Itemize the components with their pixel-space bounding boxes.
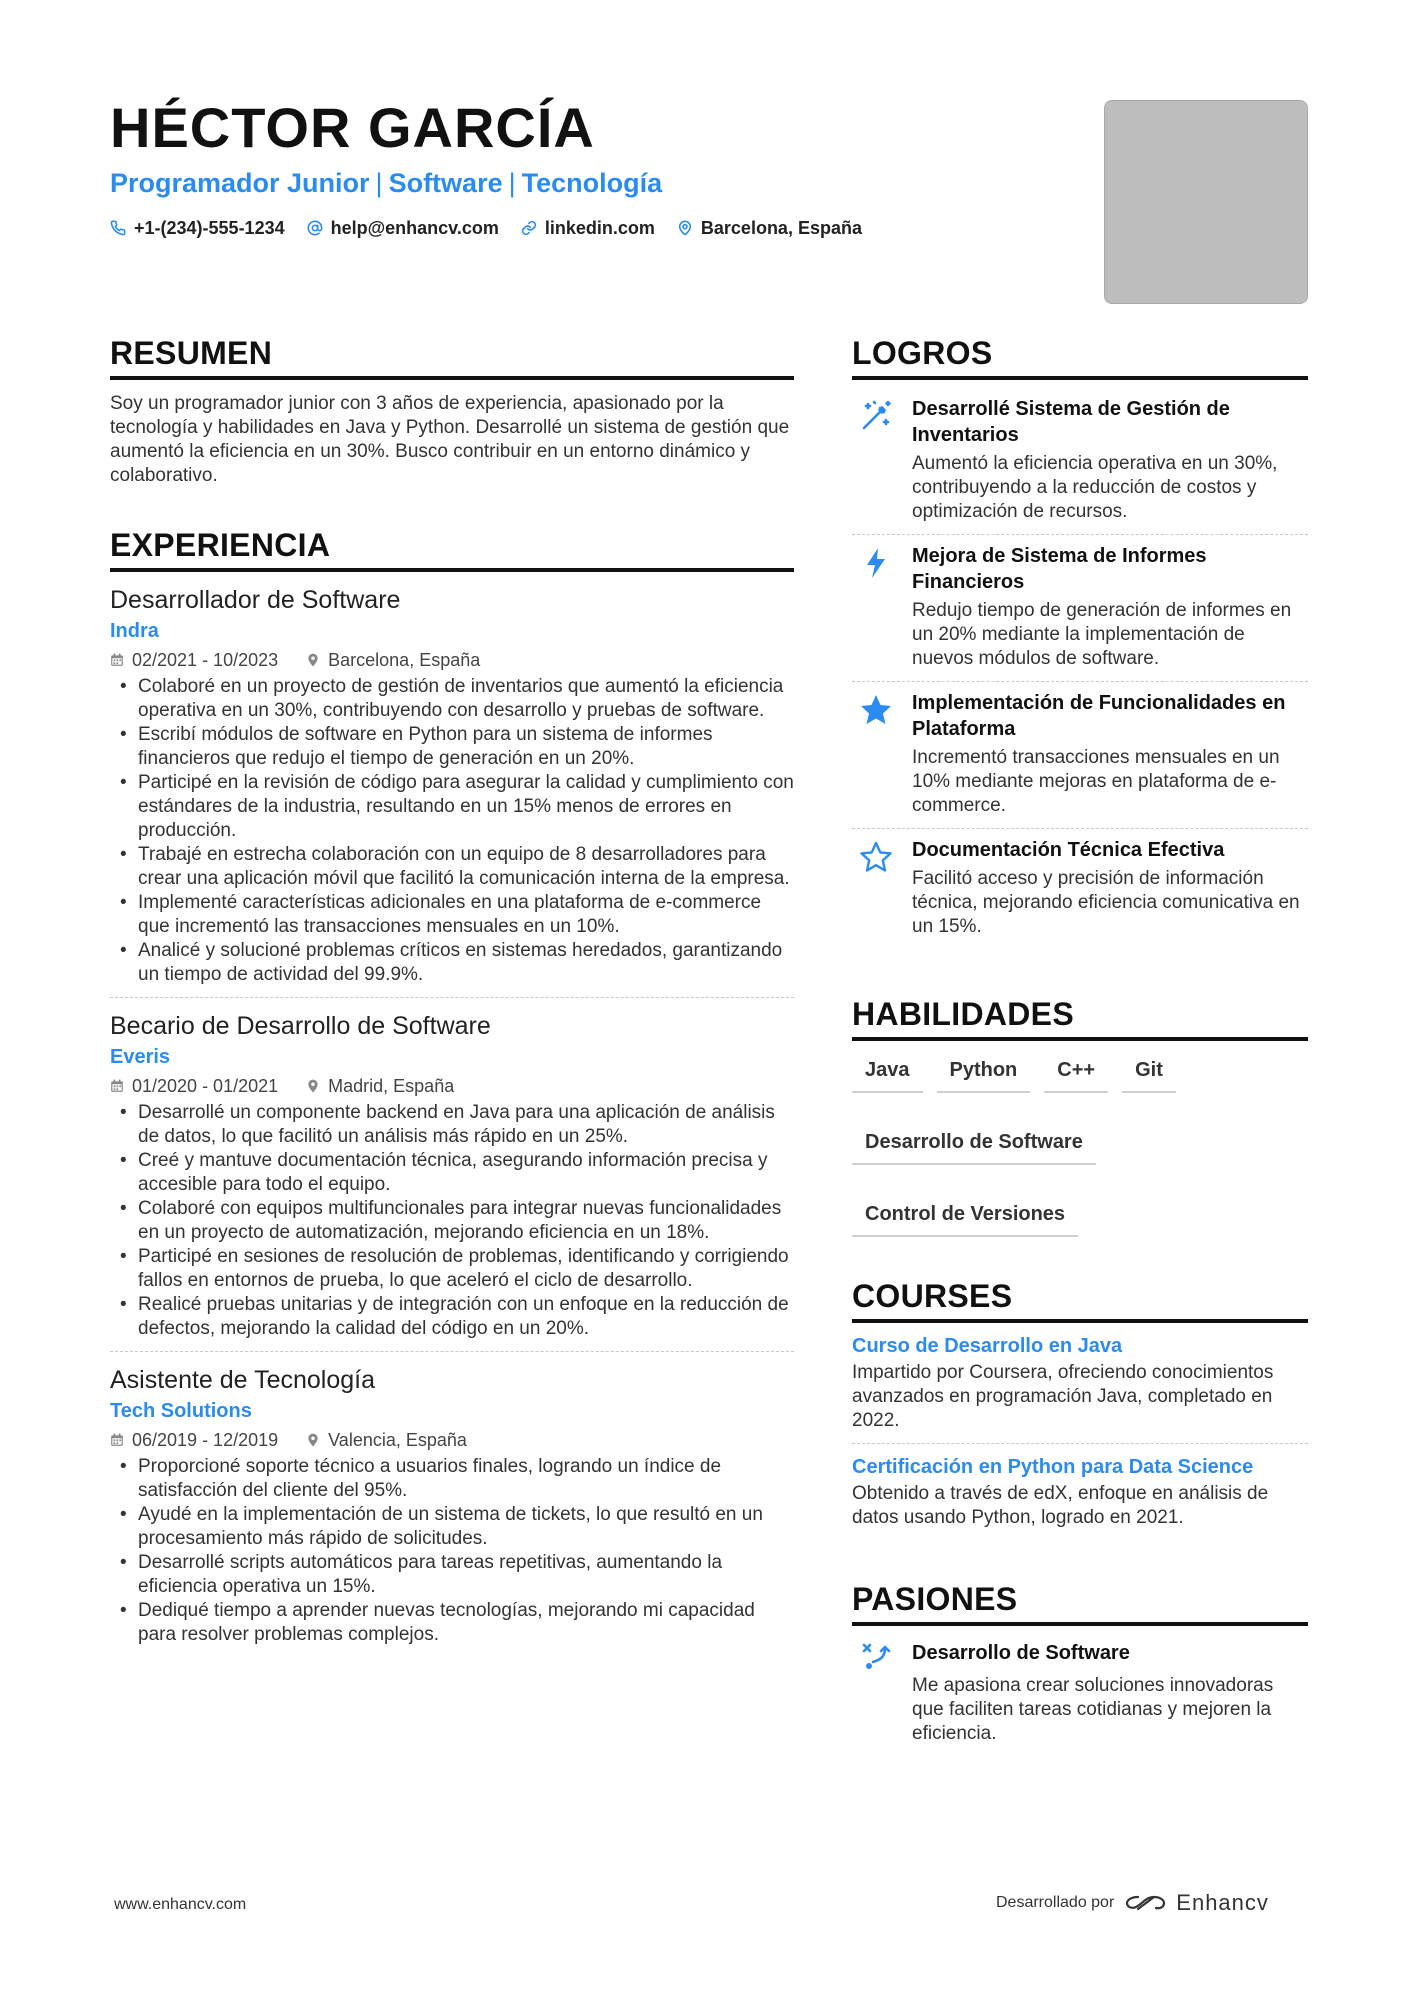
job-location-text: Barcelona, España	[328, 650, 481, 670]
experience-section	[110, 526, 794, 1657]
location-pin-icon	[306, 1433, 320, 1447]
footer-branding[interactable]	[996, 1890, 1269, 1916]
courses-section	[852, 1277, 1308, 1540]
lightning-bolt-icon	[852, 543, 900, 671]
job-bullet: • Proporcioné soporte técnico a usuarios finales, logrando un índice de satisfacción del cliente del 95%.	[110, 1455, 794, 1503]
achievement-title: Desarrollé Sistema de Gestión de Inventarios	[912, 398, 1230, 446]
left-column	[110, 334, 794, 1657]
job-dates-text: 01/2020 - 01/2021	[132, 1076, 279, 1096]
job-bullet: • Analicé y solucioné problemas críticos en sistemas heredados, garantizando un tiempo de actividad del 99.9%.	[110, 939, 794, 987]
job-location	[306, 1074, 454, 1098]
passions-section	[852, 1580, 1308, 1746]
right-column	[852, 334, 1308, 1746]
course-title: Curso de Desarrollo en Java	[852, 1335, 1123, 1357]
calendar-icon	[110, 1079, 124, 1093]
achievement-title: Mejora de Sistema de Informes Financieros	[912, 545, 1207, 593]
passions-heading: PASIONES	[852, 1580, 1308, 1626]
courses-heading: COURSES	[852, 1277, 1308, 1323]
job-company: Indra	[110, 620, 159, 642]
location-pin-icon	[306, 653, 320, 667]
job-entry	[110, 998, 794, 1352]
job-company: Tech Solutions	[110, 1400, 252, 1422]
passion-desc: Me apasiona crear soluciones innovadoras que faciliten tareas cotidianas y mejoren la eficiencia.	[912, 1675, 1274, 1744]
star-outline-icon	[852, 837, 900, 939]
powered-by-label: Desarrollado por	[996, 1894, 1115, 1911]
skills-section	[852, 995, 1308, 1237]
footer-website[interactable]: www.enhancv.com	[114, 1896, 247, 1913]
achievement-title: Implementación de Funcionalidades en Plataforma	[912, 692, 1286, 740]
calendar-icon	[110, 1433, 124, 1447]
passion-title: Desarrollo de Software	[912, 1642, 1130, 1664]
job-title: Asistente de Tecnología	[110, 1366, 376, 1394]
job-bullet: • Escribí módulos de software en Python para un sistema de informes financieros que redujo el tiempo de generación en un 20%.	[110, 723, 794, 771]
job-bullet: • Desarrollé scripts automáticos para tareas repetitivas, aumentando la eficiencia operativa un 15%.	[110, 1551, 794, 1599]
achievements-section	[852, 334, 1308, 949]
job-title: Desarrollador de Software	[110, 586, 401, 614]
enhancv-logo-icon	[1124, 1891, 1168, 1915]
job-meta	[110, 1074, 794, 1098]
achievement-item	[852, 388, 1308, 535]
job-dates	[110, 1428, 278, 1452]
job-bullet: • Desarrollé un componente backend en Java para una aplicación de análisis de datos, lo que facilitó un análisis más rápido en un 25%.	[110, 1101, 794, 1149]
course-desc: Impartido por Coursera, ofreciendo conocimientos avanzados en programación Java, completado en 2022.	[852, 1362, 1274, 1431]
contact-email-text: help@enhancv.com	[330, 218, 499, 238]
contact-phone[interactable]	[110, 216, 285, 240]
experience-heading: EXPERIENCIA	[110, 526, 794, 572]
profile-photo	[1104, 100, 1308, 304]
job-bullet: • Participé en la revisión de código para asegurar la calidad y cumplimiento con estándares de la industria, resultando en un 15% menos de errores en producción.	[110, 771, 794, 843]
strategy-icon	[852, 1640, 900, 1746]
star-filled-icon	[852, 690, 900, 818]
job-bullets	[110, 1101, 794, 1341]
achievement-item	[852, 829, 1308, 949]
skills-list	[852, 1057, 1308, 1237]
headline-field: Tecnología	[521, 168, 663, 198]
location-pin-icon	[306, 1079, 320, 1093]
job-bullet: • Dediqué tiempo a aprender nuevas tecnologías, mejorando mi capacidad para resolver problemas complejos.	[110, 1599, 794, 1647]
job-meta	[110, 1428, 794, 1452]
passion-body	[912, 1640, 1308, 1746]
contact-phone-text: +1-(234)-555-1234	[134, 218, 285, 238]
skills-heading: HABILIDADES	[852, 995, 1308, 1041]
job-entry	[110, 1352, 794, 1657]
achievement-desc: Redujo tiempo de generación de informes en un 20% mediante la implementación de nuevos módulos de software.	[912, 600, 1292, 669]
achievement-title: Documentación Técnica Efectiva	[912, 839, 1225, 861]
job-dates-text: 06/2019 - 12/2019	[132, 1430, 279, 1450]
skill-tag: Git	[1122, 1057, 1176, 1093]
job-bullet: • Creé y mantuve documentación técnica, asegurando información precisa y accesible para todo el equipo.	[110, 1149, 794, 1197]
magic-wand-icon	[852, 396, 900, 524]
job-bullet: • Trabajé en estrecha colaboración con un equipo de 8 desarrolladores para crear una aplicación móvil que facilitó la comunicación interna de la empresa.	[110, 843, 794, 891]
skill-tag: C++	[1044, 1057, 1108, 1093]
job-location-text: Madrid, España	[328, 1076, 455, 1096]
link-icon	[521, 220, 537, 236]
job-bullets	[110, 675, 794, 987]
headline	[110, 166, 1070, 200]
brand-logo	[1124, 1890, 1269, 1916]
headline-area: Software	[388, 168, 503, 198]
contact-linkedin[interactable]	[521, 216, 655, 240]
achievement-item	[852, 682, 1308, 829]
candidate-name: HÉCTOR GARCÍA	[110, 96, 595, 159]
achievement-body	[912, 690, 1308, 818]
job-location	[306, 648, 480, 672]
contact-location	[677, 216, 862, 240]
job-dates	[110, 648, 278, 672]
job-bullet: • Colaboré en un proyecto de gestión de inventarios que aumentó la eficiencia operativa en un 30%, contribuyendo con desarrollo y pruebas de software.	[110, 675, 794, 723]
at-icon	[307, 220, 323, 236]
contact-linkedin-text: linkedin.com	[544, 218, 655, 238]
skill-tag: Desarrollo de Software	[852, 1129, 1096, 1165]
course-title: Certificación en Python para Data Science	[852, 1456, 1254, 1478]
summary-section	[110, 334, 794, 488]
achievement-desc: Aumentó la eficiencia operativa en un 30%, contribuyendo a la reducción de costos y optimización de recursos.	[912, 453, 1278, 522]
course-item	[852, 1444, 1308, 1540]
achievement-desc: Facilitó acceso y precisión de información técnica, mejorando eficiencia comunicativa en un 15%.	[912, 868, 1300, 937]
achievement-item	[852, 535, 1308, 682]
job-dates-text: 02/2021 - 10/2023	[132, 650, 279, 670]
headline-role: Programador Junior	[110, 168, 370, 198]
headline-separator: |	[508, 168, 516, 198]
job-entry	[110, 572, 794, 998]
achievement-desc: Incrementó transacciones mensuales en un 10% mediante mejoras en plataforma de e-commerce.	[912, 747, 1280, 816]
achievement-body	[912, 837, 1308, 939]
course-desc: Obtenido a través de edX, enfoque en análisis de datos usando Python, logrado en 2021.	[852, 1483, 1269, 1528]
contact-location-text: Barcelona, España	[700, 218, 862, 238]
job-bullet: • Colaboré con equipos multifuncionales para integrar nuevas funcionalidades en un proyecto de automatización, mejorando eficiencia en un 18%.	[110, 1197, 794, 1245]
job-bullets	[110, 1455, 794, 1647]
summary-text: Soy un programador junior con 3 años de experiencia, apasionado por la tecnología y habilidades en Java y Python. Desarrollé un sistema de gestión que aumentó la eficiencia en un 30%. Busco contribuir en un entorno dinámico y colaborativo.	[110, 393, 790, 486]
resume-header	[110, 96, 1070, 240]
phone-icon	[110, 220, 126, 236]
job-bullet: • Realicé pruebas unitarias y de integración con un enfoque en la reducción de defectos, mejorando la calidad del código en un 20%.	[110, 1293, 794, 1341]
job-location	[306, 1428, 467, 1452]
achievements-heading: LOGROS	[852, 334, 1308, 380]
passion-item	[852, 1626, 1308, 1746]
skill-tag: Python	[937, 1057, 1031, 1093]
job-meta	[110, 648, 794, 672]
job-location-text: Valencia, España	[328, 1430, 467, 1450]
course-item	[852, 1323, 1308, 1444]
job-bullet: • Implementé características adicionales en una plataforma de e-commerce que incrementó las transacciones mensuales en un 10%.	[110, 891, 794, 939]
headline-separator: |	[375, 168, 383, 198]
job-dates	[110, 1074, 278, 1098]
contact-email[interactable]	[307, 216, 499, 240]
brand-name: Enhancv	[1176, 1890, 1269, 1915]
achievements-list	[852, 388, 1308, 949]
contact-bar	[110, 216, 1070, 240]
location-pin-icon	[677, 220, 693, 236]
job-bullet: • Participé en sesiones de resolución de problemas, identificando y corrigiendo fallos en entornos de prueba, lo que aceleró el ciclo de desarrollo.	[110, 1245, 794, 1293]
job-title: Becario de Desarrollo de Software	[110, 1012, 491, 1040]
achievement-body	[912, 543, 1308, 671]
achievement-body	[912, 396, 1308, 524]
job-company: Everis	[110, 1046, 171, 1068]
job-bullet: • Ayudé en la implementación de un sistema de tickets, lo que resultó en un procesamiento más rápido de solicitudes.	[110, 1503, 794, 1551]
calendar-icon	[110, 653, 124, 667]
summary-heading: RESUMEN	[110, 334, 794, 380]
skill-tag: Control de Versiones	[852, 1201, 1078, 1237]
skill-tag: Java	[852, 1057, 923, 1093]
profile-photo-placeholder	[1104, 100, 1308, 304]
